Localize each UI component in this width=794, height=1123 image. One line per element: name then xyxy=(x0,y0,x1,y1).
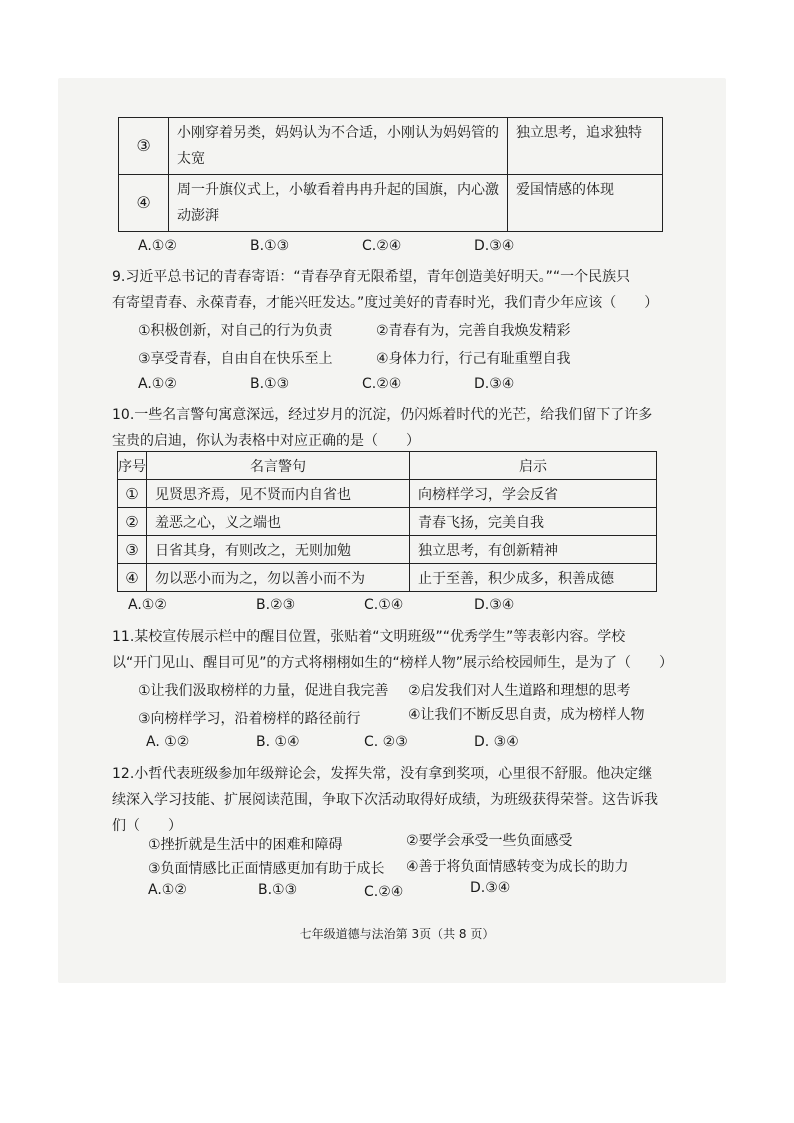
row-number: ④ xyxy=(119,175,169,232)
quote-cell: 勿以恶小而为之，勿以善小而不为 xyxy=(147,564,410,592)
option-b: B.①③ xyxy=(258,882,298,898)
question-10-table xyxy=(117,451,657,592)
conclusion-cell: 独立思考，追求独特 xyxy=(508,118,663,175)
question-9-stem: 有寄望青春、永葆青春，才能兴旺发达。”度过美好的青春时光，我们青少年应该（ ） xyxy=(112,295,659,311)
row-number: ③ xyxy=(118,536,147,564)
row-number: ① xyxy=(118,480,147,508)
choice-item: ④让我们不断反思自责，成为榜样人物 xyxy=(408,707,645,723)
question-11-stem: 11.某校宣传展示栏中的醒目位置，张贴着“文明班级”“优秀学生”等表彰内容。学校 xyxy=(112,629,626,645)
scenario-cell: 周一升旗仪式上，小敏看着冉冉升起的国旗，内心激动澎湃 xyxy=(169,175,508,232)
option-d: D.③④ xyxy=(474,597,515,613)
option-c: C.②④ xyxy=(364,884,404,900)
choice-item: ④善于将负面情感转变为成长的助力 xyxy=(406,859,629,875)
header-number: 序号 xyxy=(118,452,147,480)
conclusion-cell: 爱国情感的体现 xyxy=(508,175,663,232)
option-a: A.①② xyxy=(138,238,177,254)
table-row xyxy=(118,508,657,536)
choice-item: ①积极创新，对自己的行为负责 xyxy=(138,323,333,339)
question-12-stem: 续深入学习技能、扩展阅读范围，争取下次活动取得好成绩，为班级获得荣誉。这告诉我 xyxy=(112,792,658,808)
option-c: C.②④ xyxy=(362,376,402,392)
choice-item: ①挫折就是生活中的困难和障碍 xyxy=(148,837,343,853)
table-row xyxy=(118,564,657,592)
table-row xyxy=(119,175,663,232)
table-row xyxy=(118,480,657,508)
question-9-stem: 9.习近平总书记的青春寄语：“青春孕育无限希望，青年创造美好明天。”“一个民族只 xyxy=(112,269,631,285)
option-d: D.③④ xyxy=(474,376,515,392)
row-number: ④ xyxy=(118,564,147,592)
quote-cell: 见贤思齐焉，见不贤而内自省也 xyxy=(147,480,410,508)
option-a: A.①② xyxy=(148,882,187,898)
option-d: D.③④ xyxy=(474,238,515,254)
insight-cell: 止于至善，积少成多，积善成德 xyxy=(410,564,657,592)
option-b: B.①③ xyxy=(250,376,290,392)
choice-item: ②青春有为，完善自我焕发精彩 xyxy=(376,323,571,339)
insight-cell: 青春飞扬，完美自我 xyxy=(410,508,657,536)
option-d: D.③④ xyxy=(470,880,511,896)
choice-item: ③负面情感比正面情感更加有助于成长 xyxy=(148,861,385,877)
quote-cell: 羞恶之心，义之端也 xyxy=(147,508,410,536)
page-footer: 七年级道德与法治第 3页（共 8 页） xyxy=(299,927,495,941)
header-quote: 名言警句 xyxy=(147,452,410,480)
insight-cell: 向榜样学习，学会反省 xyxy=(410,480,657,508)
option-b: B. ①④ xyxy=(256,734,300,750)
option-b: B.②③ xyxy=(256,597,296,613)
question-10-stem: 宝贵的启迪，你认为表格中对应正确的是（ ） xyxy=(112,433,420,449)
choice-item: ②启发我们对人生道路和理想的思考 xyxy=(408,683,631,699)
header-insight: 启示 xyxy=(410,452,657,480)
question-12-stem: 12.小哲代表班级参加年级辩论会，发挥失常，没有拿到奖项，心里很不舒服。他决定继 xyxy=(112,766,653,782)
choice-item: ①让我们汲取榜样的力量，促进自我完善 xyxy=(138,683,389,699)
option-a: A.①② xyxy=(128,597,167,613)
choice-item: ③向榜样学习，沿着榜样的路径前行 xyxy=(138,711,361,727)
question-11-stem: 以“开门见山、醒目可见”的方式将栩栩如生的“榜样人物”展示给校园师生，是为了（ ） xyxy=(112,655,674,671)
option-d: D. ③④ xyxy=(474,734,519,750)
table-header-row xyxy=(118,452,657,480)
option-c: C.①④ xyxy=(364,597,404,613)
choice-item: ④身体力行，行己有耻重塑自我 xyxy=(376,351,571,367)
option-c: C.②④ xyxy=(362,238,402,254)
option-c: C. ②③ xyxy=(364,734,408,750)
choice-item: ③享受青春，自由自在快乐至上 xyxy=(138,351,333,367)
option-b: B.①③ xyxy=(250,238,290,254)
question-10-stem: 10.一些名言警句寓意深远，经过岁月的沉淀，仍闪烁着时代的光芒，给我们留下了许多 xyxy=(112,407,653,423)
question-8-table xyxy=(118,117,663,232)
scenario-cell: 小刚穿着另类，妈妈认为不合适，小刚认为妈妈管的太宽 xyxy=(169,118,508,175)
insight-cell: 独立思考，有创新精神 xyxy=(410,536,657,564)
table-row xyxy=(118,536,657,564)
option-a: A. ①② xyxy=(146,734,190,750)
quote-cell: 日省其身，有则改之，无则加勉 xyxy=(147,536,410,564)
question-12-stem: 们（ ） xyxy=(112,818,182,834)
option-a: A.①② xyxy=(138,376,177,392)
row-number: ② xyxy=(118,508,147,536)
choice-item: ②要学会承受一些负面感受 xyxy=(406,833,573,849)
table-row xyxy=(119,118,663,175)
row-number: ③ xyxy=(119,118,169,175)
